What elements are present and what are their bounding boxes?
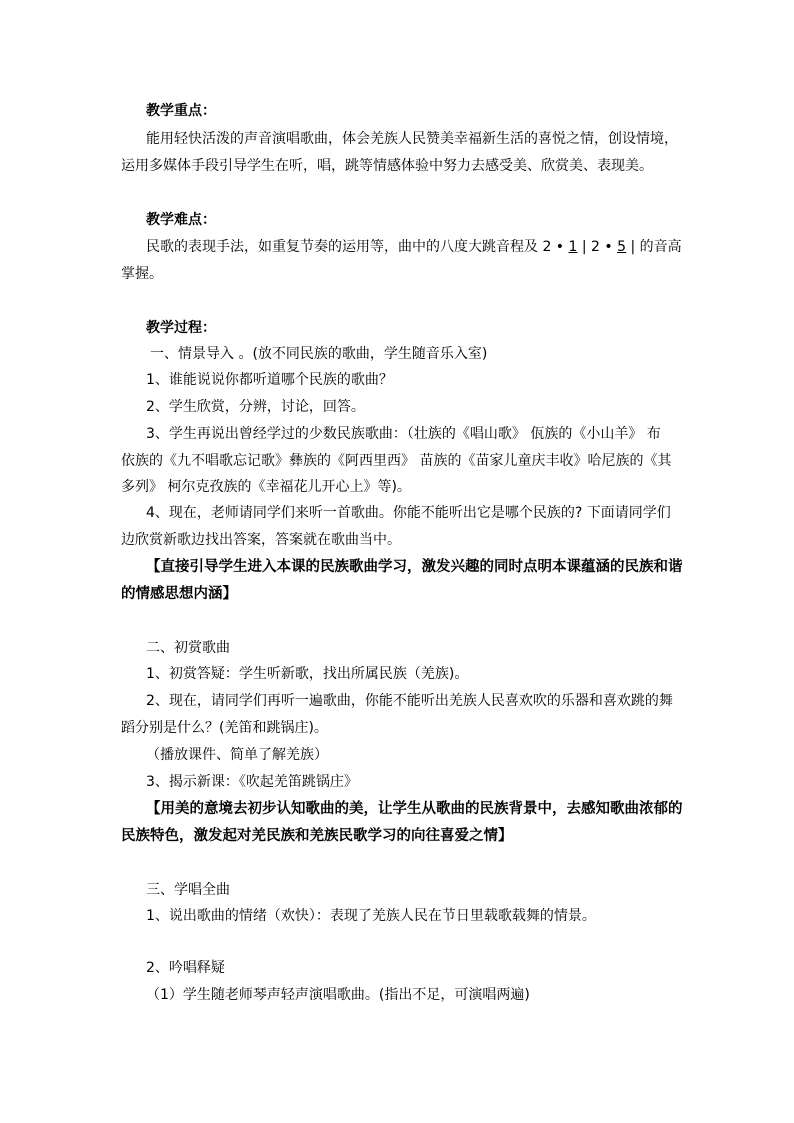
teaching-note: 【用美的意境去初步认知歌曲的美，让学生从歌曲的民族背景中，去感知歌曲浓郁的 [146, 801, 683, 817]
underlined-note: 1 [568, 239, 578, 255]
section-title: 三、学唱全曲 [146, 882, 230, 898]
paragraph-line: 2、学生欣赏，分辨，讨论，回答。 [146, 399, 365, 415]
paragraph-line: 1、谁能说说你都听道哪个民族的歌曲？ [146, 372, 393, 388]
process-heading: 教学过程： [146, 320, 216, 336]
key-points-heading: 教学重点： [146, 103, 216, 119]
paragraph-line: 3、学生再说出曾经学过的少数民族歌曲：（壮族的《唱山歌》 佤族的《小山羊》 布 [146, 426, 661, 442]
paragraph-line: 1、初赏答疑：学生听新歌，找出所属民族（羌族)。 [146, 666, 469, 682]
key-points-line: 运用多媒体手段引导学生在听，唱，跳等情感体验中努力去感受美、欣赏美、表现美。 [121, 158, 653, 174]
difficult-text-b: | 2 • [577, 239, 618, 255]
teaching-note: 民族特色，激发起对羌民族和羌族民歌学习的向往喜爱之情】 [121, 828, 513, 844]
difficult-text-c: | 的音高 [626, 239, 682, 255]
paragraph-line: 1、说出歌曲的情绪（欢快）：表现了羌族人民在节日里载歌载舞的情景。 [146, 908, 596, 924]
teaching-note: 【直接引导学生进入本课的民族歌曲学习，激发兴趣的同时点明本课蕴涵的民族和谐 [146, 559, 683, 575]
paragraph-line: 2、现在，请同学们再听一遍歌曲，你能不能听出羌族人民喜欢吹的乐器和喜欢跳的舞 [146, 693, 673, 709]
paragraph-line: 多列》 柯尔克孜族的《幸福花儿开心上》等)。 [121, 479, 411, 495]
paragraph-line: 4、现在，老师请同学们来听一首歌曲。你能不能听出它是哪个民族的? 下面请同学们 [146, 505, 671, 521]
difficult-text-a: 民歌的表现手法，如重复节奏的运用等，曲中的八度大跳音程及 2 • [146, 239, 569, 255]
paragraph-line: （播放课件、简单了解羌族） [146, 747, 328, 763]
paragraph-line: 蹈分别是什么？(羌笛和跳锅庄)。 [121, 720, 328, 736]
teaching-note: 的情感思想内涵】 [121, 586, 237, 602]
paragraph-line: 3、揭示新课：《吹起羌笛跳锅庄》 [146, 774, 358, 790]
paragraph-line: 2、吟唱释疑 [146, 960, 225, 976]
key-points-line: 能用轻快活泼的声音演唱歌曲，体会羌族人民赞美幸福新生活的喜悦之情，创设情境， [146, 131, 678, 147]
paragraph-line: 边欣赏新歌边找出答案，答案就在歌曲当中。 [121, 532, 401, 548]
difficult-points-line: 掌握。 [121, 266, 163, 282]
paragraph-line: （1）学生随老师琴声轻声演唱歌曲。(指出不足，可演唱两遍) [146, 987, 530, 1003]
section-title: 二、初赏歌曲 [146, 640, 230, 656]
underlined-note: 5 [617, 239, 627, 255]
difficult-points-line [146, 237, 682, 257]
difficult-points-heading: 教学难点： [146, 212, 216, 228]
paragraph-line: 依族的《九不唱歌忘记歌》彝族的《阿西里西》 苗族的《苗家儿童庆丰收》哈尼族的《其 [121, 453, 672, 469]
section-title: 一、情景导入 。(放不同民族的歌曲，学生随音乐入室) [150, 346, 488, 362]
